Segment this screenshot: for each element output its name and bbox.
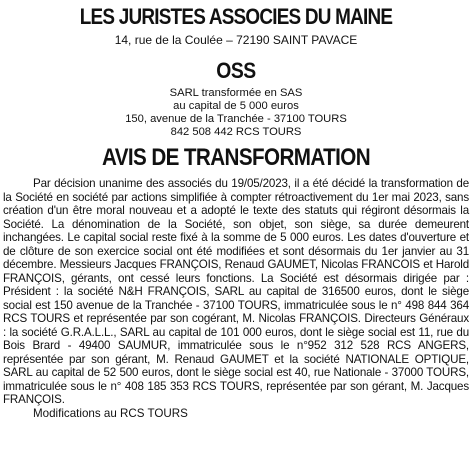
notice-body (3, 177, 469, 407)
notice-paragraph: Par décision unanime des associés du 19/05/2023, il a été décidé la transformation de la Société en société par actions simplifiée à compter rétroactivement du 1er mai 2023, sans création d'un être moral nouveau et a adopté le texte des statuts qui régiront désormais la Société. La dénomination de la Société, son objet, son siège, sa durée demeurent inchangées. Le capital social reste fixé à la somme de 5 000 euros. Les dates d'ouverture et de clôture de son exercice social ont été modifiées et sont désormais du 1er janvier au 31 décembre. Messieurs Jacques FRANÇOIS, Renaud GAUMET, Nicolas FRANCOIS et Harold FRANÇOIS, gérants, ont cessé leurs fonctions. La Société est désormais dirigée par : Président : la société N&H FRANÇOIS, SARL au capital de 316500 euros, dont le siège social est 150 avenue de la Tranchée - 37100 TOURS, immatriculée sous le n° 498 844 364 RCS TOURS et représentée par son cogérant, M. Nicolas FRANÇOIS. Directeurs Généraux : la société G.R.A.L.L., SARL au capital de 101 000 euros, dont le siège social est 11, rue du Bois Brard - 49400 SAUMUR, immatriculée sous le n°952 312 528 RCS ANGERS, représentée par son gérant, M. Renaud GAUMET et la société NATIONALE OPTIQUE, SARL au capital de 52 500 euros, dont le siège social est 40, rue Nationale - 37000 TOURS, immatriculée sous le n° 408 185 353 RCS TOURS, représentée par son gérant, M. Jacques FRANÇOIS. (3, 177, 469, 406)
company-legal-form: SARL transformée en SAS (169, 87, 303, 99)
notice-closing: Modifications au RCS TOURS (33, 406, 188, 420)
company-registration: 842 508 442 RCS TOURS (170, 126, 302, 138)
company-name: OSS (216, 58, 256, 83)
notice-title: AVIS DE TRANSFORMATION (101, 144, 371, 171)
firm-address: 14, rue de la Coulée – 72190 SAINT PAVACE (114, 33, 358, 47)
company-capital: au capital de 5 000 euros (173, 100, 299, 112)
firm-name: LES JURISTES ASSOCIES DU MAINE (79, 4, 393, 29)
company-address: 150, avenue de la Tranchée - 37100 TOURS (125, 113, 347, 125)
company-info (3, 87, 469, 139)
